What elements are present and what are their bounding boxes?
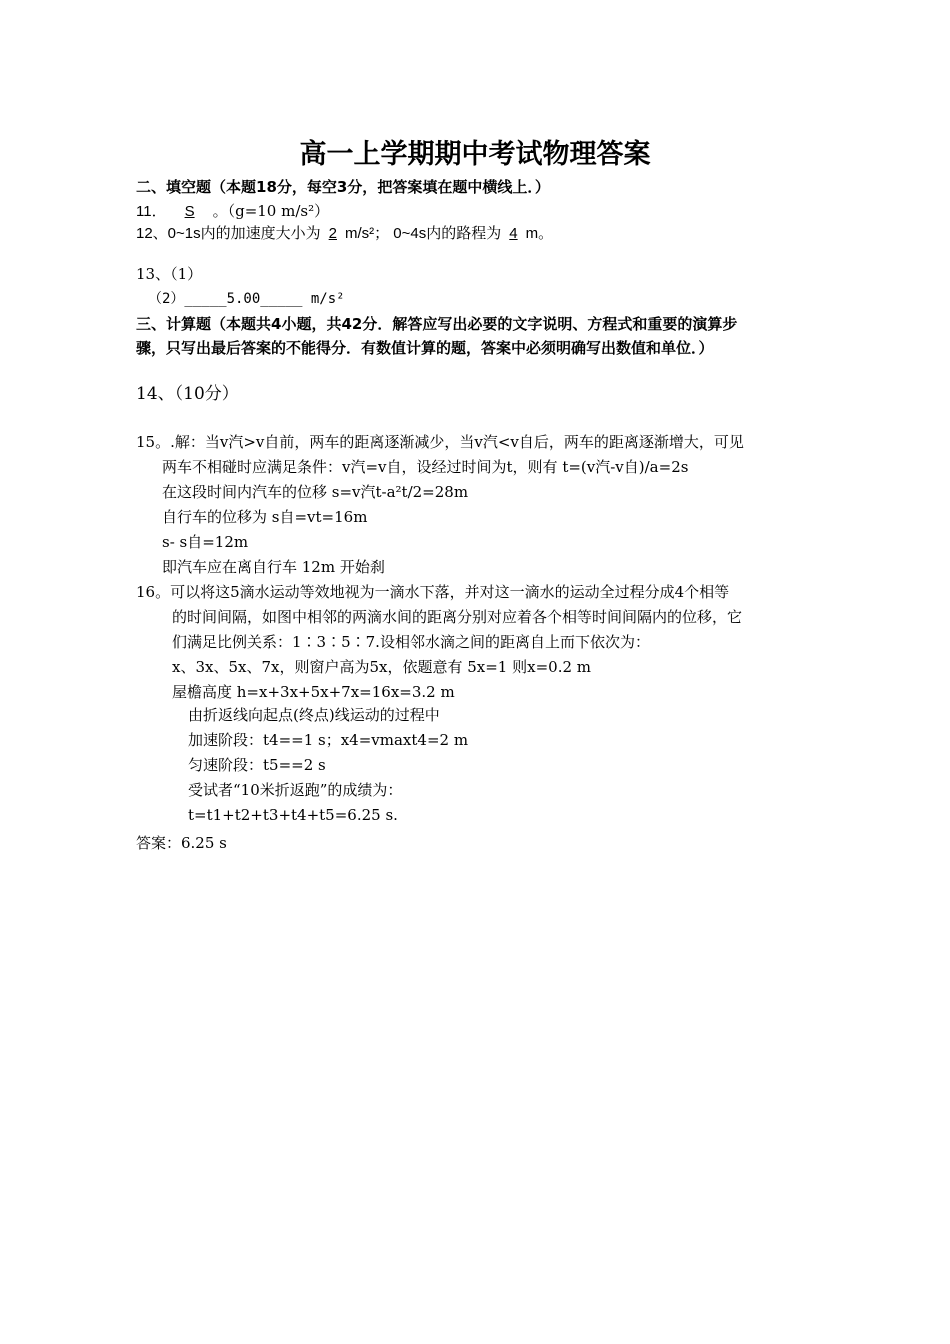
section2-header: 二、填空题（本题18分，每空3分，把答案填在题中横线上．） <box>136 178 550 196</box>
q12-middle: m/s²； 0~4s内的路程为 <box>344 225 502 242</box>
q16-line7: 加速阶段：t4==1 s；x4=vmaxt4=2 m <box>188 731 469 749</box>
page-title: 高一上学期期中考试物理答案 <box>299 139 651 170</box>
q16-line4: x、3x、5x、7x，则窗户高为5x，依题意有 5x=1 则x=0.2 m <box>172 658 591 676</box>
final-answer: 答案：6.25 s <box>136 834 227 852</box>
q16-line8: 匀速阶段：t5==2 s <box>188 756 326 774</box>
section3-header-line1: 三、计算题（本题共4小题，共42分．解答应写出必要的文字说明、方程式和重要的演算步 <box>136 315 738 333</box>
q12-suffix: m。 <box>525 225 554 242</box>
q15-line3: 在这段时间内汽车的位移 s=v汽t-a²t/2=28m <box>162 483 469 501</box>
q13-part2-prefix: （2）_____ <box>148 291 227 307</box>
q12-answer <box>136 224 553 244</box>
q16-line5: 屋檐高度 h=x+3x+5x+7x=16x=3.2 m <box>172 683 455 701</box>
q16-line2: 的时间间隔，如图中相邻的两滴水间的距离分别对应着各个相等时间间隔内的位移，它 <box>172 608 743 626</box>
q16-line1: 16。可以将这5滴水运动等效地视为一滴水下落，并对这一滴水的运动全过程分成4个相等 <box>136 583 730 601</box>
q12-prefix: 12、0~1s内的加速度大小为 <box>136 225 321 242</box>
q16-line9: 受试者“10米折返跑”的成绩为： <box>188 781 403 799</box>
q16-line6: 由折返线向起点(终点)线运动的过程中 <box>188 706 440 724</box>
section3-header-line2: 骤，只写出最后答案的不能得分．有数值计算的题，答案中必须明确写出数值和单位．） <box>136 339 714 357</box>
q11-blank: S <box>184 203 195 220</box>
q15-line2: 两车不相碰时应满足条件：v汽=v自，设经过时间为t，则有 t=(v汽-v自)/a=2s <box>162 458 689 476</box>
q11-number: 11． <box>136 203 167 220</box>
q11-answer <box>136 201 329 222</box>
q13-part2-value: 5.00 <box>226 291 261 307</box>
q15-line4: 自行车的位移为 s自=vt=16m <box>162 508 368 526</box>
q13-part2 <box>148 288 345 309</box>
q15-line1: 15。.解：当v汽>v自前，两车的距离逐渐减少，当v汽<v自后，两车的距离逐渐增大，可见 <box>136 433 744 451</box>
q13-part1: 13、（1） <box>136 265 203 283</box>
q16-line10: t=t1+t2+t3+t4+t5=6.25 s. <box>188 806 398 824</box>
q14-heading: 14、（10分） <box>136 384 239 404</box>
q15-line6: 即汽车应在离自行车 12m 开始刹 <box>162 558 385 576</box>
q12-blank1: 2 <box>328 225 337 242</box>
q12-blank2: 4 <box>509 225 518 242</box>
q13-part2-suffix: _____ m/s² <box>260 291 345 307</box>
q16-line3: 们满足比例关系：1∶3∶5∶7.设相邻水滴之间的距离自上而下依次为： <box>172 633 650 651</box>
q15-line5: s- s自=12m <box>162 533 249 551</box>
q11-suffix: 。（g=10 m/s²） <box>212 202 330 220</box>
